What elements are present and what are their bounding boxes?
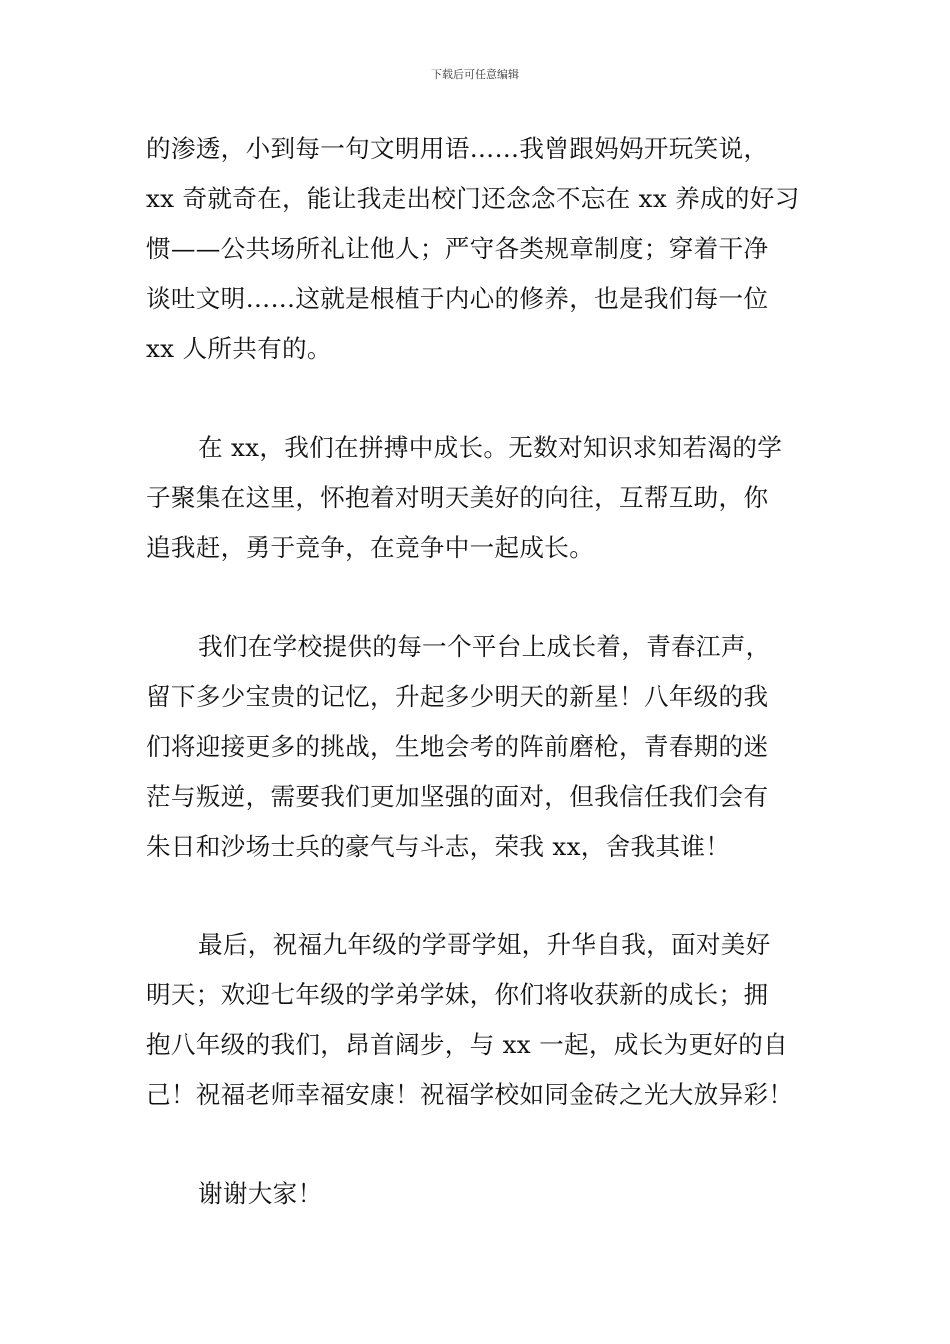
paragraph-3-line-2: 留下多少宝贵的记忆，升起多少明天的新星！八年级的我: [146, 682, 769, 711]
paragraph-1-line-2: xx 奇就奇在，能让我走出校门还念念不忘在 xx 养成的好习: [146, 184, 800, 213]
paragraph-1-line-5: xx 人所共有的。: [146, 334, 332, 363]
paragraph-2-line-1: 在 xx，我们在拼搏中成长。无数对知识求知若渴的学: [198, 433, 783, 462]
paragraph-4-line-1: 最后，祝福九年级的学哥学姐，升华自我，面对美好: [198, 930, 771, 959]
paragraph-4-line-4: 己！祝福老师幸福安康！祝福学校如同金砖之光大放异彩！: [146, 1080, 794, 1109]
paragraph-4-line-3: 抱八年级的我们，昂首阔步，与 xx 一起，成长为更好的自: [146, 1030, 789, 1059]
paragraph-3-line-4: 茫与叛逆，需要我们更加坚强的面对，但我信任我们会有: [146, 782, 769, 811]
paragraph-1-line-3: 惯——公共场所礼让他人；严守各类规章制度；穿着干净: [146, 234, 769, 263]
paragraph-1-line-1: 的渗透，小到每一句文明用语……我曾跟妈妈开玩笑说，: [146, 134, 769, 163]
paragraph-3-line-3: 们将迎接更多的挑战，生地会考的阵前磨枪，青春期的迷: [146, 732, 769, 761]
paragraph-2-line-2: 子聚集在这里，怀抱着对明天美好的向往，互帮互助，你: [146, 483, 769, 512]
closing-line: 谢谢大家！: [198, 1179, 323, 1208]
paragraph-1-line-4: 谈吐文明……这就是根植于内心的修养，也是我们每一位: [146, 284, 769, 313]
paragraph-4-line-2: 明天；欢迎七年级的学弟学妹，你们将收获新的成长；拥: [146, 980, 769, 1009]
page-header: 下载后可任意编辑: [431, 68, 519, 81]
paragraph-2-line-3: 追我赶，勇于竞争，在竞争中一起成长。: [146, 533, 595, 562]
paragraph-3-line-5: 朱日和沙场士兵的豪气与斗志，荣我 xx，舍我其谁！: [146, 832, 731, 861]
paragraph-3-line-1: 我们在学校提供的每一个平台上成长着，青春江声，: [198, 632, 771, 661]
